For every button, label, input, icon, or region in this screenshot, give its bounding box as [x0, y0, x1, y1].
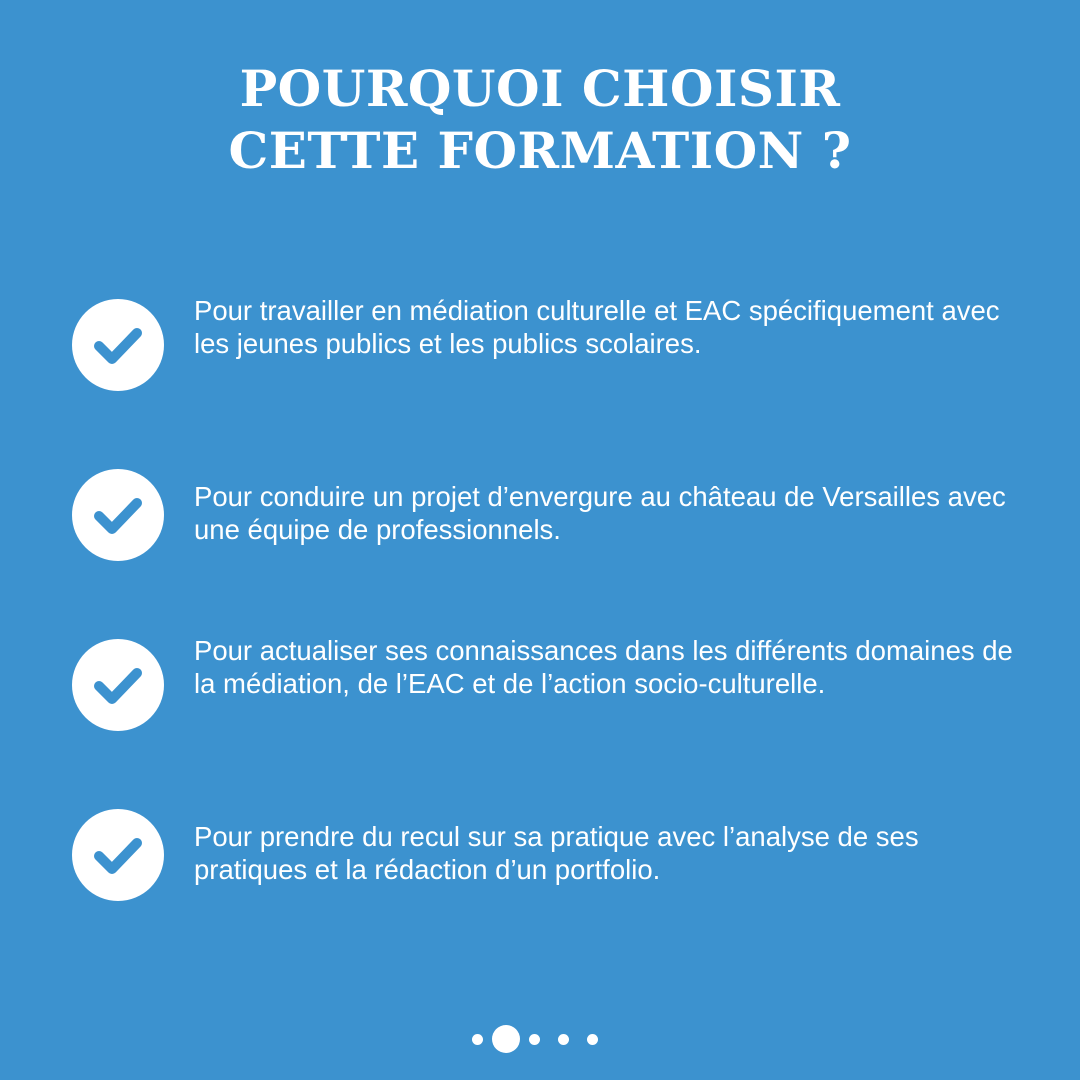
pagination-dot-2[interactable]	[492, 1025, 520, 1053]
pagination-dot-1[interactable]	[472, 1034, 483, 1045]
list-item	[72, 634, 1022, 736]
check-circle-icon	[72, 469, 164, 561]
title-line-2: CETTE FORMATION ?	[228, 121, 852, 180]
check-circle-icon	[72, 809, 164, 901]
pagination-dot-3[interactable]	[529, 1034, 540, 1045]
pagination-dot-5[interactable]	[587, 1034, 598, 1045]
check-circle-icon	[72, 299, 164, 391]
pagination-dot-4[interactable]	[558, 1034, 569, 1045]
title-line-1: POURQUOI CHOISIR	[239, 59, 841, 118]
list-item-text: Pour actualiser ses connaissances dans les différents domaines de la médiation, de l’EAC et de l’action socio-culturelle.	[194, 635, 1013, 699]
list-item	[72, 480, 1022, 550]
list-item-text: Pour prendre du recul sur sa pratique avec l’analyse de ses pratiques et la rédaction d’un portfolio.	[194, 821, 919, 885]
list-item-text: Pour travailler en médiation culturelle et EAC spécifiquement avec les jeunes publics et les publics scolaires.	[194, 295, 1000, 359]
check-circle-icon	[72, 639, 164, 731]
list-item	[72, 820, 1022, 890]
list-item	[72, 294, 1022, 396]
list-item-text: Pour conduire un projet d’envergure au château de Versailles avec une équipe de professionnels.	[194, 481, 1006, 545]
pagination-dots	[0, 1025, 1080, 1055]
